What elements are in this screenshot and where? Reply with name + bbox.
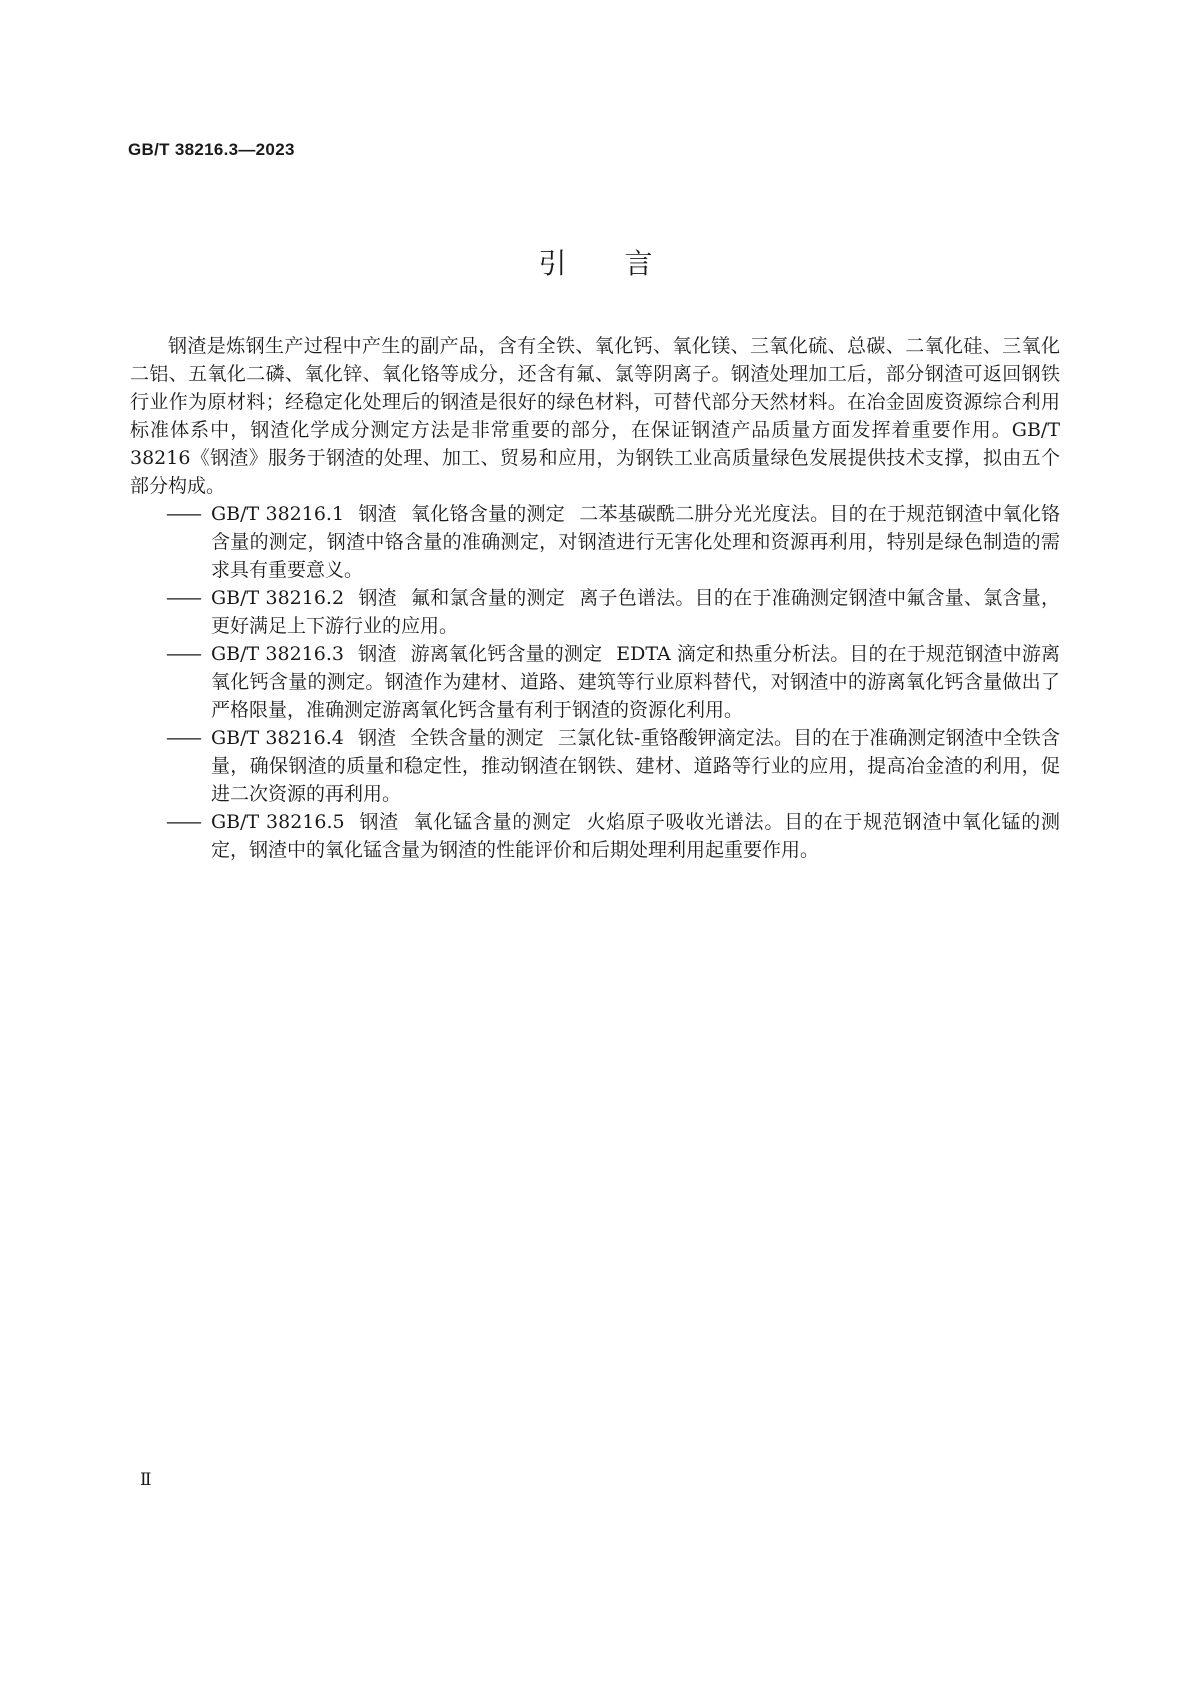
intro-paragraph: 钢渣是炼钢生产过程中产生的副产品，含有全铁、氧化钙、氧化镁、三氧化硫、总碳、二氧化硅、三氧化二铝、五氧化二磷、氧化锌、氧化铬等成分，还含有氟、氯等阴离子。钢渣处理加工后，部分钢渣可返回钢铁行业作为原材料；经稳定化处理后的钢渣是很好的绿色材料，可替代部分天然材料。在冶金固废资源综合利用标准体系中，钢渣化学成分测定方法是非常重要的部分，在保证钢渣产品质量方面发挥着重要作用。GB/T 38216《钢渣》服务于钢渣的处理、加工、贸易和应用，为钢铁工业高质量绿色发展提供技术支撑，拟由五个部分构成。	[130, 335, 1060, 497]
part-item-name: 氟和氯含量的测定	[410, 587, 565, 609]
list-dash: ——	[166, 643, 200, 665]
part-subject: 钢渣	[358, 811, 399, 833]
part-method: 火焰原子吸收光谱法。	[585, 811, 785, 833]
list-dash: ——	[166, 811, 200, 833]
part-item-name: 氧化铬含量的测定	[410, 503, 565, 525]
part-subject: 钢渣	[358, 643, 397, 665]
list-item	[130, 640, 1060, 724]
part-code: GB/T 38216.2	[211, 587, 345, 609]
part-item-name: 全铁含量的测定	[410, 727, 544, 749]
list-dash: ——	[166, 727, 200, 749]
list-dash: ——	[166, 503, 200, 525]
part-purpose: 目的在于准确测定钢渣中全铁含量，确保钢渣的质量和稳定性，推动钢渣在钢铁、建材、道路等行业的应用，提高冶金渣的利用，促进二次资源的再利用。	[211, 727, 1060, 805]
list-item	[130, 584, 1060, 640]
list-item	[130, 500, 1060, 584]
list-item	[130, 724, 1060, 808]
part-purpose: 目的在于规范钢渣中游离氧化钙含量的测定。钢渣作为建材、道路、建筑等行业原料替代，对钢渣中的游离氧化钙含量做出了严格限量，准确测定游离氧化钙含量有利于钢渣的资源化利用。	[211, 643, 1060, 721]
list-dash: ——	[166, 587, 200, 609]
part-item-name: 氧化锰含量的测定	[412, 811, 572, 833]
part-code: GB/T 38216.3	[211, 643, 344, 665]
part-method: EDTA 滴定和热重分析法。	[616, 643, 850, 665]
part-method: 三氯化钛-重铬酸钾滴定法。	[557, 727, 794, 749]
part-subject: 钢渣	[357, 727, 397, 749]
section-title: 引言	[538, 247, 711, 280]
page-number: Ⅱ	[140, 1470, 152, 1490]
part-code: GB/T 38216.5	[211, 811, 345, 833]
parts-list	[130, 500, 1060, 864]
part-subject: 钢渣	[358, 503, 397, 525]
part-subject: 钢渣	[358, 587, 397, 609]
part-purpose: 目的在于规范钢渣中氧化铬含量的测定，钢渣中铬含量的准确测定，对钢渣进行无害化处理和资源再利用，特别是绿色制造的需求具有重要意义。	[211, 503, 1060, 581]
part-method: 离子色谱法。	[578, 587, 695, 609]
part-method: 二苯基碳酰二肼分光光度法。	[578, 503, 830, 525]
part-code: GB/T 38216.4	[211, 727, 344, 749]
part-code: GB/T 38216.1	[211, 503, 345, 525]
part-purpose: 目的在于规范钢渣中氧化锰的测定，钢渣中的氧化锰含量为钢渣的性能评价和后期处理利用起重要作用。	[211, 811, 1060, 861]
list-item	[130, 808, 1060, 864]
part-item-name: 游离氧化钙含量的测定	[410, 643, 603, 665]
document-code: GB/T 38216.3—2023	[128, 140, 295, 159]
document-body	[130, 332, 1060, 864]
part-purpose: 目的在于准确测定钢渣中氟含量、氯含量，更好满足上下游行业的应用。	[211, 587, 1060, 637]
